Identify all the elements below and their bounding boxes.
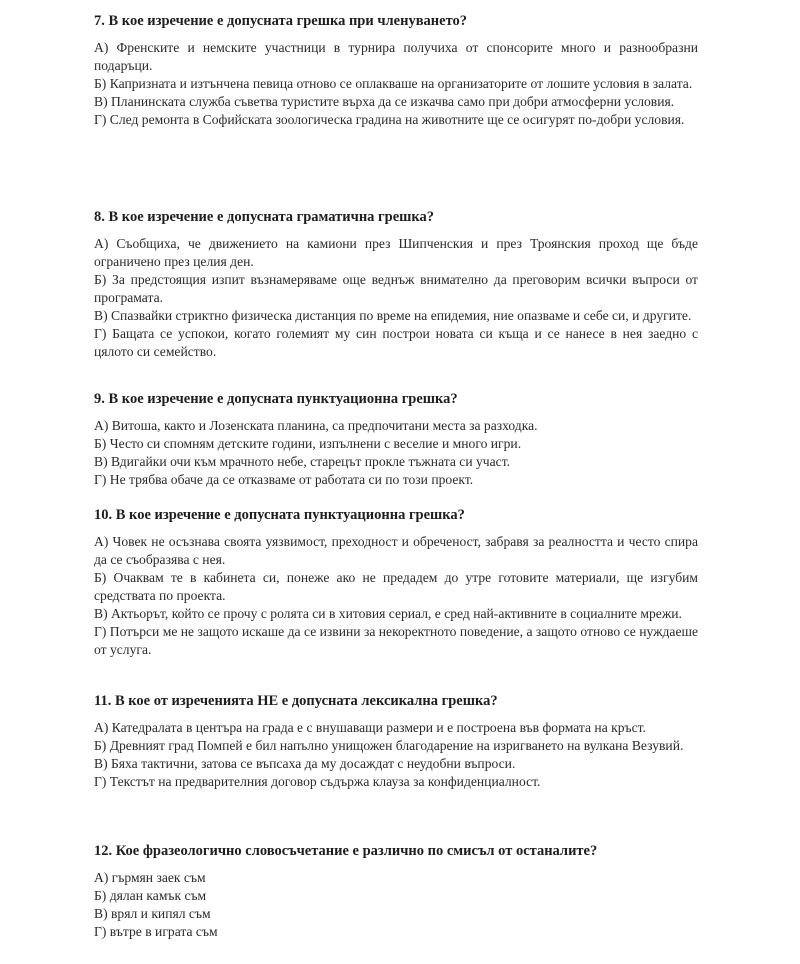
- question-title: 9. В кое изречение е допусната пунктуационна грешка?: [94, 391, 458, 407]
- question-title: 12. Кое фразеологично словосъчетание е различно по смисъл от останалите?: [94, 843, 598, 859]
- question-7: [94, 12, 698, 129]
- answer-option-a: А) Човек не осъзнава своята уязвимост, преходност и обреченост, забравя за реалността и често спира да се съобразява с нея.: [94, 534, 698, 567]
- question-9: [94, 390, 698, 489]
- question-11: [94, 692, 698, 791]
- answer-option-v: В) Планинската служба съветва туристите върха да се изкачва само при добри атмосферни условия.: [94, 94, 675, 109]
- answer-option-a: А) гърмян заек съм: [94, 870, 206, 885]
- answer-option-v: В) Вдигайки очи към мрачното небе, старецът прокле тъжната си участ.: [94, 454, 511, 469]
- answer-option-a: А) Катедралата в центъра на града е с внушаващи размери и е построена във формата на кръст.: [94, 720, 646, 735]
- answer-option-b: Б) Очаквам те в кабинета си, понеже ако не предадем до утре готовите материали, ще изгубим средствата по проекта.: [94, 570, 698, 603]
- answer-option-a: А) Съобщиха, че движението на камиони през Шипченския и през Троянския проход ще бъде ограничено през целия ден.: [94, 236, 698, 269]
- answer-option-g: Г) Не трябва обаче да се отказваме от работата си по този проект.: [94, 472, 474, 487]
- answer-option-g: Г) Потърси ме не защото искаше да се извини за некоректното поведение, а защото отново се нуждаеше от услуга.: [94, 624, 698, 657]
- answer-option-b: Б) Капризната и изтънчена певица отново се оплакваше на организаторите от лошите условия в залата.: [94, 76, 693, 91]
- answer-option-g: Г) вътре в играта съм: [94, 924, 218, 939]
- answer-option-g: Г) Текстът на предварителния договор съдържа клауза за конфиденциалност.: [94, 774, 541, 789]
- question-title: 10. В кое изречение е допусната пунктуационна грешка?: [94, 507, 465, 523]
- question-title: 8. В кое изречение е допусната граматична грешка?: [94, 209, 435, 225]
- answer-option-b: Б) За предстоящия изпит възнамеряваме още веднъж внимателно да преговорим всички въпроси от програмата.: [94, 272, 698, 305]
- answer-option-a: А) Витоша, както и Лозенската планина, са предпочитани места за разходка.: [94, 418, 538, 433]
- answer-option-b: Б) Често си спомням детските години, изпълнени с веселие и много игри.: [94, 436, 522, 451]
- question-title: 11. В кое от изреченията НЕ е допусната лексикална грешка?: [94, 693, 498, 709]
- answer-option-a: А) Френските и немските участници в турнира получиха от спонсорите много и разнообразни подаръци.: [94, 40, 698, 73]
- answer-option-v: В) Актьорът, който се прочу с ролята си в хитовия сериал, е сред най-активните в социалните мрежи.: [94, 606, 682, 621]
- answer-option-b: Б) дялан камък съм: [94, 888, 207, 903]
- answer-option-g: Г) Бащата се успокои, когато големият му син построи новата си къща и се нанесе в нея заедно с цялото си семейство.: [94, 326, 698, 359]
- answer-option-v: В) врял и кипял съм: [94, 906, 211, 921]
- answer-option-v: В) Бяха тактични, затова се въпсаха да му досаждат с неудобни въпроси.: [94, 756, 516, 771]
- question-title: 7. В кое изречение е допусната грешка при членуването?: [94, 13, 468, 29]
- answer-option-b: Б) Древният град Помпей е бил напълно унищожен благодарение на изригването на вулкана Везувий.: [94, 738, 684, 753]
- answer-option-g: Г) След ремонта в Софийската зоологическа градина на животните ще се осигурят по-добри условия.: [94, 112, 685, 127]
- question-12: [94, 842, 698, 941]
- question-8: [94, 208, 698, 361]
- answer-option-v: В) Спазвайки стриктно физическа дистанция по време на епидемия, ние опазваме и себе си, и другите.: [94, 308, 692, 323]
- question-10: [94, 506, 698, 659]
